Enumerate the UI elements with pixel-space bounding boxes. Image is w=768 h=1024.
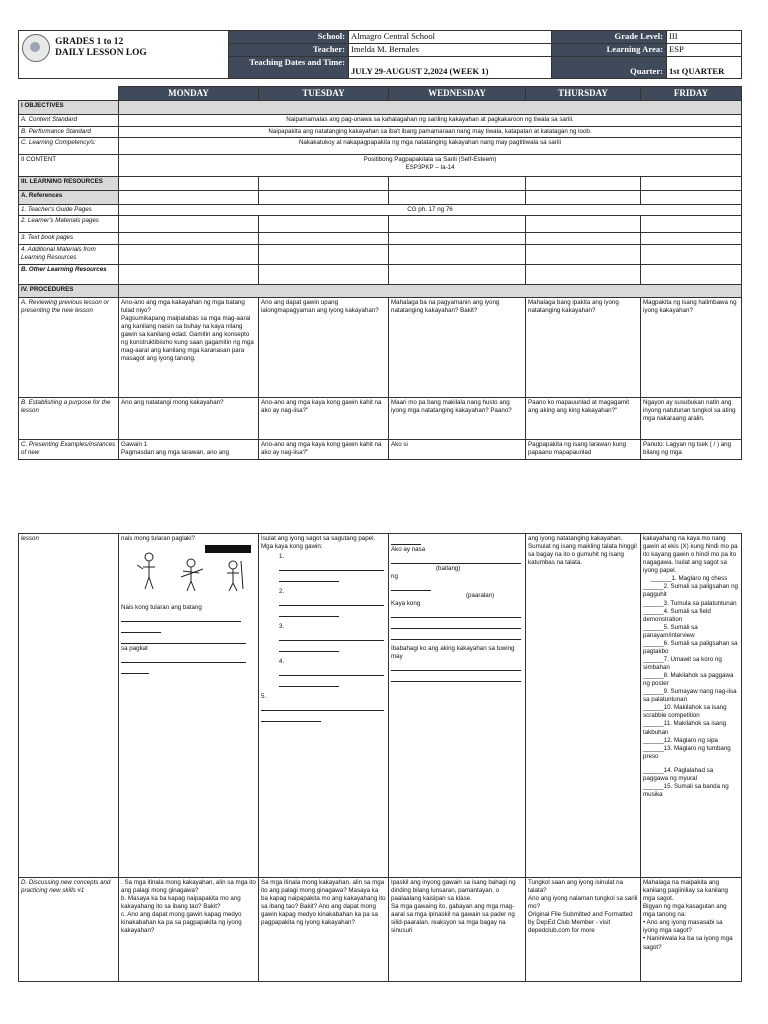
- purpose-monday: Ano ang natatangi mong kakayahan?: [119, 397, 259, 439]
- presenting-label: C. Presenting Examples/instances of new: [19, 439, 119, 459]
- content-line-1: Positibong Pagpapakilala sa Sarili (Self-Esteem): [363, 155, 497, 163]
- review-monday: Ano-ano ang mga kakayahan ng mga batang tulad niyo? Pagsumikapang maipalabas sa mga mag-aaral ang kanilang naisin sa buhay na kaya nilang gawin sa kanilang edad. Gamitin ang konsepto ng konstruktibismo kung saan gagamitin ng mga mag-aaral ang kanilang mga karanasan para masagot ang iyong tanong.: [119, 297, 259, 397]
- checklist-item: ______3. Tumula sa palatuntunan: [643, 599, 737, 607]
- tuesday-item-2: 2.: [279, 588, 285, 596]
- answer-line: [279, 642, 339, 652]
- corner-blank: [19, 86, 119, 101]
- wednesday-grade: (baitang): [436, 565, 461, 573]
- checklist-item: ______10. Makilahok sa isang scrabble competition: [643, 704, 727, 720]
- discussing-thursday: Tungkol saan ang iyong isinulat na talata? Ano ang iyong nalaman tungkol sa sarili mo? Original File Submitted and Formatted by DepEd Club Member - visit depedclub.com for more: [526, 878, 641, 982]
- presenting-label-cont: lesson: [19, 534, 119, 878]
- procedures-heading: IV. PROCEDURES: [19, 284, 119, 297]
- lesson-table-1: [18, 86, 742, 460]
- presenting-thursday-top: Pagpapakita ng isang larawan kung papaano mapapaunlad: [526, 439, 641, 459]
- presenting-wednesday-top: Ako si: [389, 439, 526, 459]
- presenting-tuesday-top: Ano-ano ang mga kaya kong gawin kahit na ako ay nag-iisa?": [259, 439, 389, 459]
- review-friday: Magpakita ng isang halimbawa ng iyong kakayahan?: [641, 297, 742, 397]
- quarter-value: 1st QUARTER: [667, 56, 742, 78]
- other-resources-label: B. Other Learning Resources: [19, 264, 119, 284]
- wednesday-school: (paaralan): [466, 592, 495, 600]
- review-label: A. Reviewing previous lesson or presenting the new lesson: [19, 297, 119, 397]
- checklist-item: ______5. Sumali sa panayam/interview: [643, 623, 698, 639]
- teachers-guide-label: 1. Teacher's Guide Pages: [19, 204, 119, 215]
- answer-line: [279, 631, 384, 641]
- teacher-value: Imelda M. Bernales: [349, 43, 552, 56]
- answer-line: [279, 596, 384, 606]
- quarter-label: Quarter:: [552, 56, 667, 78]
- teachers-guide-pages: CG ph. 17 ng 76: [119, 204, 742, 215]
- day-wednesday: WEDNESDAY: [389, 86, 526, 101]
- answer-line: [121, 634, 246, 644]
- discussing-monday: . Sa mga itinala mong kakayahan, alin sa mga ito ang palagi mong ginagawa? b. Masaya ka ba kapag naipapakita mo ang kakayahang ito sa ibang tao? Bakit? c. Ano ang dapat mong gawin kapag medyo kinakabahan ka pa sa pagpapakita ng iyong kakayahan?: [119, 878, 259, 982]
- answer-line: [391, 672, 521, 682]
- answer-line: [279, 572, 339, 582]
- additional-materials-label: 4. Additional Materials from Learning Resources: [19, 244, 119, 264]
- monday-prompt-2: sa pagkat: [121, 645, 148, 653]
- objectives-heading: I OBJECTIVES: [19, 101, 119, 115]
- competency-label: C. Learning Competency/s:: [19, 137, 119, 154]
- discussing-label: D. Discussing new concepts and practicing new skills #1: [19, 878, 119, 982]
- checklist-item: ______12. Maglaro ng sipa: [643, 736, 718, 744]
- lesson-log-page-2: [18, 533, 741, 982]
- day-friday: FRIDAY: [641, 86, 742, 101]
- tuesday-item-5: 5.: [261, 693, 267, 701]
- checklist-item: ______13. Maglaro ng tumbang preso: [643, 744, 731, 760]
- wednesday-line-1: Ako ay nasa: [391, 546, 426, 553]
- answer-line: [279, 666, 384, 676]
- answer-line: [391, 630, 521, 640]
- answer-line: [391, 619, 521, 629]
- checklist-item: ______14. Paglalahad sa paggawa ng myural: [643, 766, 714, 782]
- purpose-thursday: Paano ko mapauunlad at magagamit ang aking ang king kakayahan?": [526, 397, 641, 439]
- answer-line: [279, 607, 339, 617]
- monday-question: nais mong tularan paglaki?: [121, 535, 195, 542]
- wednesday-line-6: Ibabahagi ko ang aking kakayahan sa tuwing may: [391, 645, 515, 661]
- checklist-item: ______4. Sumali sa field demonstration: [643, 607, 711, 623]
- checklist-item: ______2. Sumali sa paligsahan ng pagguhit: [643, 583, 738, 599]
- content-standard-label: A. Content Standard: [19, 115, 119, 126]
- tuesday-item-3: 3.: [279, 623, 285, 631]
- wednesday-line-5: Kaya kong: [391, 600, 421, 608]
- answer-line: [279, 561, 384, 571]
- title-block: [19, 31, 229, 79]
- answer-line: [121, 612, 241, 622]
- lesson-log-page-1: [18, 30, 741, 460]
- checklist-item: ______7. Umawit sa koro ng simbahan: [643, 655, 722, 671]
- review-thursday: Mahalaga bang ipakita ang iyong natatanging kakayahan?: [526, 297, 641, 397]
- presenting-thursday: ang iyong natatanging kakayahan. Sumulat ng isang maikling talata hinggil sa bagay na ito o gumuhit ng isang katumbas na talata.: [526, 534, 641, 878]
- presenting-friday: [641, 534, 742, 878]
- checklist-item: ______9. Sumayaw nang nag-iisa sa palatuntunan: [643, 688, 737, 704]
- dates-label: Teaching Dates and Time:: [229, 56, 349, 78]
- answer-line: [121, 653, 246, 663]
- tuesday-item-1: 1.: [279, 553, 285, 561]
- presenting-wednesday: [389, 534, 526, 878]
- review-wednesday: Mahalaga ba na pagyamanin ang iyong natatanging kakayahan? Bakit?: [389, 297, 526, 397]
- presenting-monday: [119, 534, 259, 878]
- discussing-tuesday: Sa mga itinala mong kakayahan, alin sa mga ito ang palagi mong ginagawa? Masaya ka ba kapag naipapakita mo ang kakayahang ito sa ibang tao? Bakit? Ano ang dapat mong gawin kapag medyo kinakabahan ka pa sa pagpapakita ng iyong kakayahan?: [259, 878, 389, 982]
- references-heading: A. References: [19, 190, 119, 204]
- checklist-item: ______6. Sumali sa paligsahan sa pagtakbo: [643, 639, 738, 655]
- discussing-wednesday: Ipaskil ang inyong gawain sa isang bahagi ng dinding bilang lunsaran, pamantayan, o paalaalang kaisipan sa klase. Sa mga gawaing ito, gabayan ang mga mag-aaral sa mga ipinaskil na gawain sa pader ng silid-paaralan. reaksyon sa mga bagay na sinusuri: [389, 878, 526, 982]
- resources-heading: III. LEARNING RESOURCES: [19, 176, 119, 190]
- presenting-friday-top: Panuto: Lagyan ng tsek ( / ) ang bilang ng mga: [641, 439, 742, 459]
- purpose-tuesday: Ano-ano ang mga kaya kong gawin kahit na ako ay nag-iisa?": [259, 397, 389, 439]
- checklist-item: ______15. Sumali sa banda ng musika: [643, 782, 729, 798]
- careers-illustration: [121, 543, 253, 593]
- day-thursday: THURSDAY: [526, 86, 641, 101]
- checklist-item: ______8. Makilahok sa paggawa ng poster: [643, 672, 734, 688]
- checklist-item: ______1. Maglaro ng chess: [651, 575, 728, 583]
- answer-line: [261, 712, 321, 722]
- answer-line: [391, 535, 421, 545]
- friday-instruction: kakayahang na kaya mo nang gawin at ekis (X) kung hindi mo pa ito kayang gawin o hindi mo pa ito nagagawa. Isulat ang sagot sa iyong papel.: [643, 535, 738, 575]
- header-table: [18, 30, 742, 79]
- day-tuesday: TUESDAY: [259, 86, 389, 101]
- content-line-2: ESP3PKP – Ia-14: [405, 163, 455, 171]
- dates-value: JULY 29-AUGUST 2,2024 (WEEK 1): [349, 56, 552, 78]
- purpose-label: B. Establishing a purpose for the lesson: [19, 397, 119, 439]
- teacher-label: Teacher:: [229, 43, 349, 56]
- checklist-item: ______11. Makilahok sa isang takbuhan: [643, 720, 727, 736]
- learners-materials-label: 2. Learner's Materials pages: [19, 215, 119, 232]
- title-line-1: GRADES 1 to 12: [55, 37, 124, 48]
- answer-line: [391, 661, 521, 671]
- content-standard: Naipamamalas ang pag-unawa sa kahalagahan ng sariling kakayahan at pagkakaroon ng tiwala sa sarili.: [119, 115, 742, 126]
- area-value: ESP: [667, 43, 742, 56]
- textbook-label: 3. Text book pages: [19, 232, 119, 244]
- presenting-tuesday: [259, 534, 389, 878]
- deped-seal-icon: [22, 34, 50, 62]
- school-value: Almagro Central School: [349, 31, 552, 44]
- answer-line: [121, 623, 161, 633]
- performance-label: B. Performance Standard: [19, 126, 119, 137]
- grade-value: III: [667, 31, 742, 44]
- answer-line: [121, 664, 149, 674]
- answer-line: [279, 677, 339, 687]
- purpose-wednesday: Maari mo pa bang makilala nang husto ang iyong mga natatanging kakayahan? Paano?: [389, 397, 526, 439]
- wednesday-line-3: ng: [391, 573, 398, 581]
- purpose-friday: Ngayon ay susubukan natin ang inyong natutunan tungkol sa ating mga nakaraang aralin.: [641, 397, 742, 439]
- answer-line: [391, 608, 521, 618]
- tuesday-instruction: Isulat ang iyong sagot sa sagutang papel. Mga kaya kong gawin:: [261, 535, 376, 551]
- performance-standard: Naipapakita ang natatanging kakayahan sa iba't ibang pamamaraan nang may tiwala, katapatan at katatagan ng loob.: [119, 126, 742, 137]
- review-tuesday: Ano ang dapat gawin upang lalongmapagyaman ang iyong kakayahan?: [259, 297, 389, 397]
- monday-prompt: Nais kong tularan ang batang: [121, 604, 202, 612]
- presenting-monday-top: Gawain 1 Pagmasdan ang mga larawan, ano ang: [119, 439, 259, 459]
- procedures-fill: [119, 284, 742, 297]
- tuesday-item-4: 4.: [279, 658, 285, 666]
- answer-line: [391, 581, 431, 591]
- content-cell: [119, 154, 742, 176]
- objectives-fill: [119, 101, 742, 115]
- grade-label: Grade Level:: [552, 31, 667, 44]
- lesson-table-2: [18, 533, 742, 982]
- school-label: School:: [229, 31, 349, 44]
- content-label: II CONTENT: [19, 154, 119, 176]
- discussing-friday: Mahalaga na maipakita ang kanilang pagiiniliay sa kanilang mga sagot. Bigyan ng mga kasagutan ang mga tanong na: • Ano ang iyong masasabi sa iyong mga sagot? • Naniniwala ka ba sa iyong mga sagot?: [641, 878, 742, 982]
- answer-line: [391, 554, 521, 564]
- title-line-2: DAILY LESSON LOG: [55, 48, 147, 58]
- area-label: Learning Area:: [552, 43, 667, 56]
- day-monday: MONDAY: [119, 86, 259, 101]
- answer-line: [261, 701, 384, 711]
- competency: Nakakatukoy at nakapagpapakita ng mga natatanging kakayahan nang may pagtitiwala sa sarili: [119, 137, 742, 154]
